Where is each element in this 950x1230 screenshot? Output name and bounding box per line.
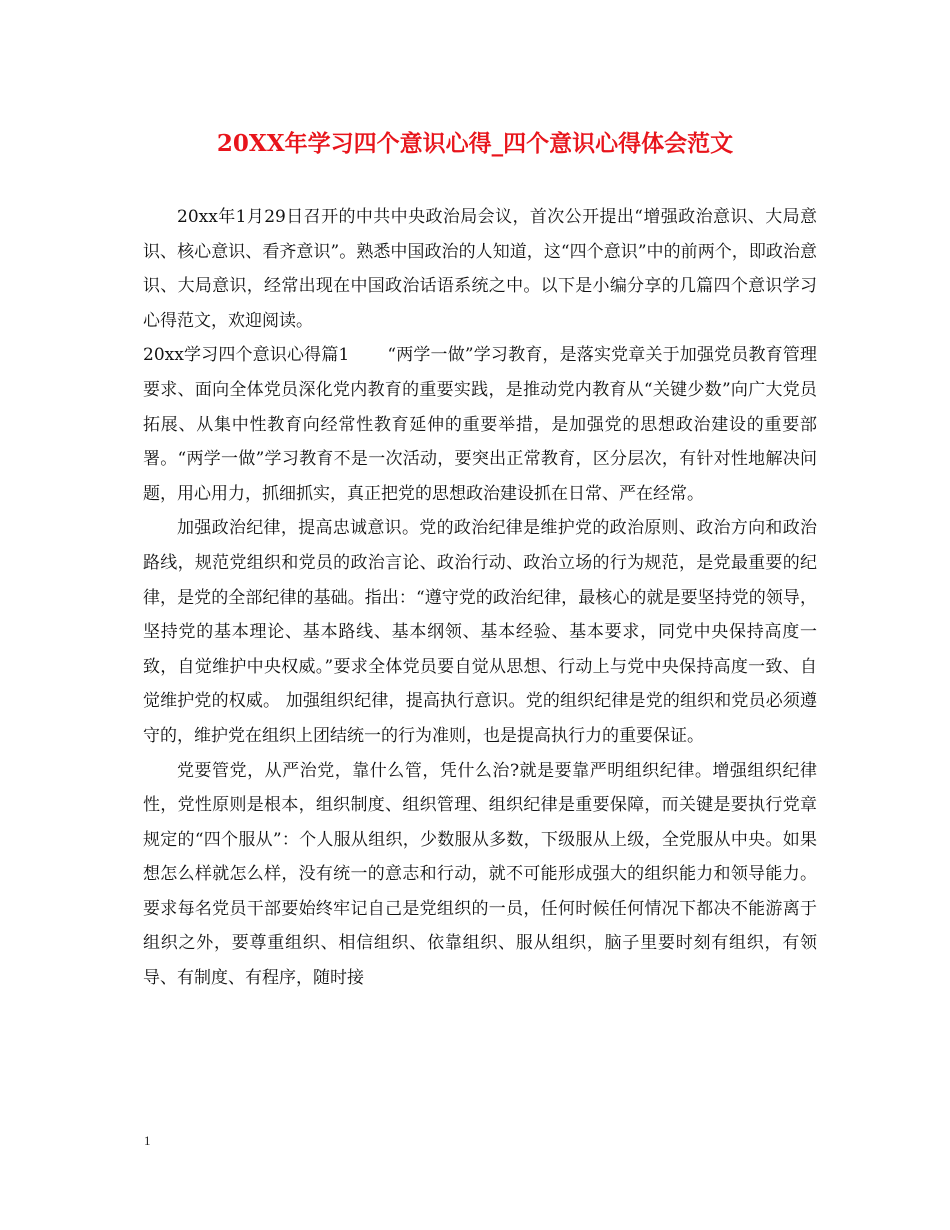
paragraph-political-discipline: 加强政治纪律，提高忠诚意识。党的政治纪律是维护党的政治原则、政治方向和政治路线，规范党组织和党员的政治言论、政治行动、政治立场的行为规范，是党最重要的纪律，是党的全部纪律的基础。指出：“遵守党的政治纪律，最核心的就是要坚持党的领导，坚持党的基本理论、基本路线、基本纲领、基本经验、基本要求，同党中央保持高度一致，自觉维护中央权威。”要求全体党员要自觉从思想、行动上与党中央保持高度一致、自觉维护党的权威。 加强组织纪律，提高执行意识。党的组织纪律是党的组织和党员必须遵守的，维护党在组织上团结统一的行为准则，也是提高执行力的重要保证。 — [143, 518, 817, 746]
document-title: 20XX年学习四个意识心得_四个意识心得体会范文 — [216, 130, 734, 157]
paragraph-section-1 — [143, 338, 817, 511]
page-number: 1 — [144, 1133, 151, 1148]
document-body — [143, 200, 817, 996]
section-text: “两学一做”学习教育，是落实党章关于加强党员教育管理要求、面向全体党员深化党内教育的重要实践，是推动党内教育从“关键少数”向广大党员拓展、从集中性教育向经常性教育延伸的重要举措，是加强党的思想政治建设的重要部署。“两学一做”学习教育不是一次活动，要突出正常教育，区分层次，有针对性地解决问题，用心用力，抓细抓实，真正把党的思想政治建设抓在日常、严在经常。 — [143, 345, 817, 504]
section-heading: 20xx学习四个意识心得篇1 — [143, 345, 350, 366]
paragraph-organizational-discipline: 党要管党，从严治党，靠什么管，凭什么治?就是要靠严明组织纪律。增强组织纪律性，党性原则是根本，组织制度、组织管理、组织纪律是重要保障，而关键是要执行党章规定的“四个服从”：个人服从组织，少数服从多数，下级服从上级，全党服从中央。如果想怎么样就怎么样，没有统一的意志和行动，就不可能形成强大的组织能力和领导能力。要求每名党员干部要始终牢记自己是党组织的一员，任何时候任何情况下都决不能游离于组织之外，要尊重组织、相信组织、依靠组织、服从组织，脑子里要时刻有组织，有领导、有制度、有程序，随时接 — [143, 760, 817, 989]
paragraph-intro: 20xx年1月29日召开的中共中央政治局会议，首次公开提出“增强政治意识、大局意识、核心意识、看齐意识”。熟悉中国政治的人知道，这“四个意识”中的前两个，即政治意识、大局意识，经常出现在中国政治话语系统之中。以下是小编分享的几篇四个意识学习心得范文，欢迎阅读。 — [143, 207, 817, 331]
